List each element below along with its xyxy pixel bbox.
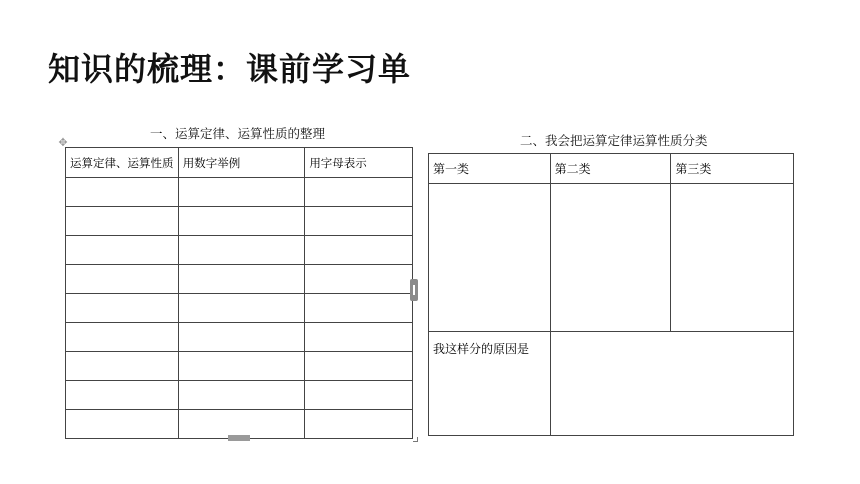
table-cell[interactable] [305,410,413,439]
category-3-cell[interactable] [671,184,794,332]
table-row [66,265,413,294]
reason-label: 我这样分的原因是 [429,332,551,436]
table2-caption: 二、我会把运算定律运算性质分类 [520,133,708,148]
column-header-law: 运算定律、运算性质 [66,148,179,178]
column-header-category-1: 第一类 [429,154,551,184]
category-entry-row [429,184,794,332]
table-cell[interactable] [305,381,413,410]
reason-row [429,332,794,436]
category-1-cell[interactable] [429,184,551,332]
table-cell[interactable] [305,207,413,236]
table-header-row [66,148,413,178]
table-cell[interactable] [178,294,305,323]
table-cell[interactable] [66,352,179,381]
table-cell[interactable] [305,352,413,381]
table-cell[interactable] [178,207,305,236]
row-resize-handle[interactable] [228,435,250,441]
table-cell[interactable] [305,294,413,323]
table-cell[interactable] [66,178,179,207]
column-header-category-3: 第三类 [671,154,794,184]
table-cell[interactable] [66,265,179,294]
column-header-category-2: 第二类 [550,154,671,184]
table-cell[interactable] [305,323,413,352]
move-handle-icon[interactable]: ✥ [58,136,68,149]
table-cell[interactable] [178,381,305,410]
table-cell[interactable] [178,352,305,381]
table-cell[interactable] [305,236,413,265]
table-cell[interactable] [305,265,413,294]
column-header-number-example: 用数字举例 [178,148,305,178]
page-title: 知识的梳理：课前学习单 [48,50,412,88]
table-row [66,294,413,323]
table-cell[interactable] [178,323,305,352]
table-cell[interactable] [178,236,305,265]
table-row [66,207,413,236]
laws-summary-table [65,147,413,439]
table-row [66,323,413,352]
classification-table [428,153,794,436]
table-cell[interactable] [305,178,413,207]
table-row [66,178,413,207]
table-corner-resize-handle[interactable] [413,437,418,442]
table-cell[interactable] [66,236,179,265]
table-cell[interactable] [66,294,179,323]
table1-caption: 一、运算定律、运算性质的整理 [150,126,326,141]
table-header-row [429,154,794,184]
table-cell[interactable] [66,381,179,410]
table-cell[interactable] [178,178,305,207]
table-cell[interactable] [178,265,305,294]
table-row [66,381,413,410]
table-cell[interactable] [66,410,179,439]
category-2-cell[interactable] [550,184,671,332]
table-cell[interactable] [66,323,179,352]
table-row [66,236,413,265]
table-row [66,352,413,381]
table-cell[interactable] [66,207,179,236]
reason-cell[interactable] [550,332,793,436]
resize-handle-icon[interactable] [410,279,418,301]
column-header-letter-form: 用字母表示 [305,148,413,178]
